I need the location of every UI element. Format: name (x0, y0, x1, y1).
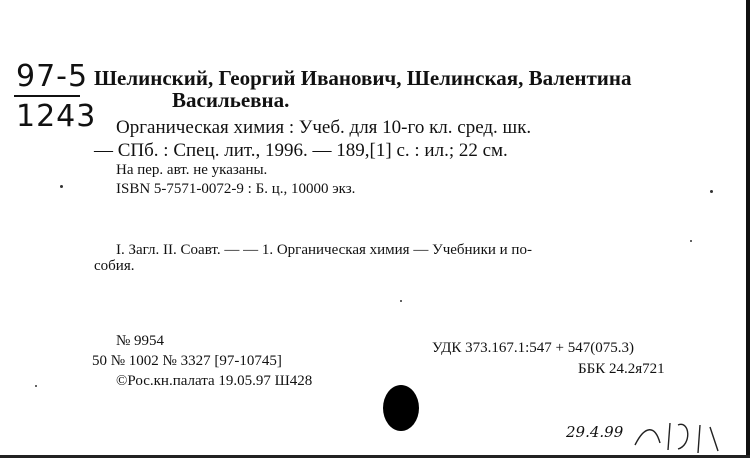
punch-hole (383, 385, 419, 431)
tracing-line: I. Загл. II. Соавт. — — 1. Органическая химия — Учебники и по- (116, 242, 532, 258)
note-line: На пер. авт. не указаны. (116, 162, 268, 178)
author-heading: Шелинский, Георгий Иванович, Шелинская, Валентина (94, 66, 632, 90)
isbn-line: ISBN 5-7571-0072-9 : Б. ц., 10000 экз. (116, 181, 356, 197)
call-number-line1: 97-5 (16, 59, 89, 94)
call-number-line2: 1243 (16, 99, 97, 134)
handwritten-mark (630, 415, 725, 455)
call-number-divider (14, 95, 80, 97)
imprint-line: — СПб. : Спец. лит., 1996. — 189,[1] с. : ил.; 22 см. (94, 140, 508, 161)
tracing-line-cont: собия. (94, 258, 135, 274)
title-line: Органическая химия : Учеб. для 10-го кл. сред. шк. (116, 117, 532, 138)
chamber-line: ©Рос.кн.палата 19.05.97 Ш428 (116, 373, 313, 389)
registry-line: 50 № 1002 № 3327 [97-10745] (92, 353, 282, 369)
speck (35, 385, 37, 387)
record-number: № 9954 (116, 333, 165, 349)
author-heading-cont: Васильевна. (172, 88, 290, 112)
speck (400, 300, 402, 302)
speck (690, 240, 692, 242)
speck (710, 190, 713, 193)
speck (60, 185, 63, 188)
card-right-edge (746, 0, 750, 458)
handwritten-date: 29.4.99 (566, 423, 624, 441)
udc-code: УДК 373.167.1:547 + 547(075.3) (432, 340, 634, 356)
bbk-code: ББК 24.2я721 (578, 361, 665, 377)
